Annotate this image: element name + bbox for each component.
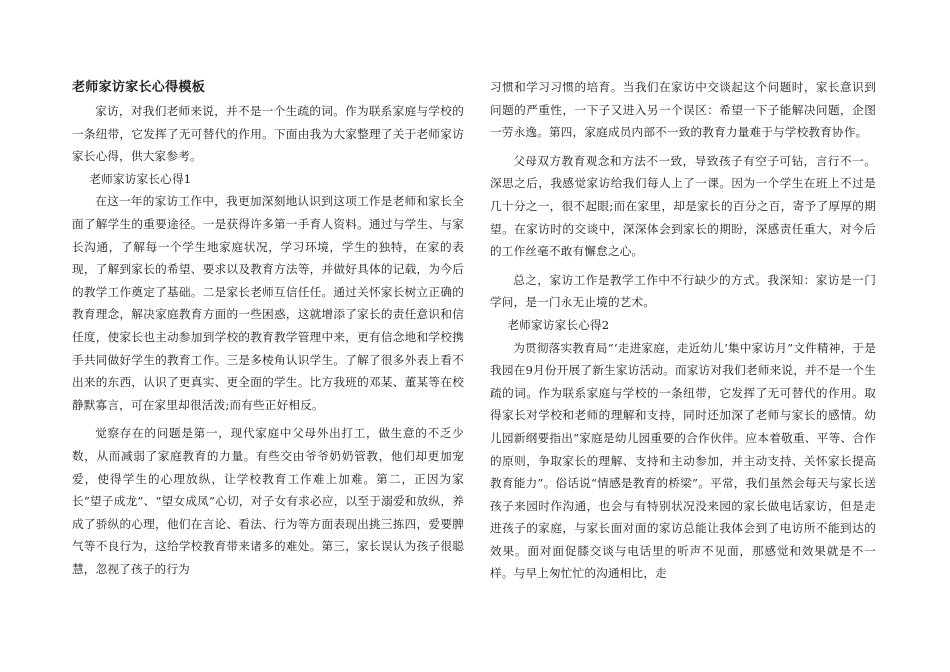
right-column <box>490 76 876 585</box>
document-title: 老师家访家长心得模板 <box>72 80 206 95</box>
intro-paragraph: 家访，对我们老师来说，并不是一个生疏的词。作为联系家庭与学校的一条纽带，它发挥了无可替代的作用。下面由我为大家整理了关于老师家访家长心得，供大家参考。 <box>72 104 464 164</box>
section-heading-2: 老师家访家长心得2 <box>507 317 610 332</box>
body-paragraph: 总之，家访工作是教学工作中不行缺少的方式。我深知：家访是一门学问，是一门永无止境的艺术。 <box>490 272 876 310</box>
body-paragraph: 觉察存在的问题是第一，现代家庭中父母外出打工，做生意的不乏少数，从而减弱了家庭教育的力量。有些交由爷爷奶奶管教，他们却更加宠爱，使得学生的心理放纵，让学校教育工作难上加难。第二，正因为家长“望子成龙”、“望女成凤”心切，对子女有求必应，以至于溺爱和放纵，养成了骄纵的心理，他们在言论、看法、行为等方面表现出挑三拣四，爱要脾气等不良行为，这给学校教育带来诸多的难处。第三，家长误认为孩子很聪慧，忽视了孩子的行为 <box>72 426 464 576</box>
body-paragraph: 为贯彻落实教育局“‘走进家庭，走近幼儿’集中家访月”文件精神，于是我园在9月份开展了新生家访活动。而家访对我们老师来说，并不是一个生疏的词。作为联系家庭与学校的一条纽带，它发挥了无可替代的作用。取得家长对学校和老师的理解和支持，同时还加深了老师与家长的感情。幼儿园新纲要指出“家庭是幼儿园重要的合作伙伴。应本着敬重、平等、合作的原则，争取家长的理解、支持和主动参加，并主动支持、关怀家长提高教育能力”。俗话说“情感是教育的桥梁”。平常，我们虽然会每天与家长送孩子来园时作沟通，也会与有特别状况没来园的家长做电话家访，但是走进孩子的家庭，与家长面对面的家访总能让我体会到了电访所不能到达的效果。面对面促膝交谈与电话里的听声不见面，那感觉和效果就是不一样。与早上匆忙忙的沟通相比，走 <box>490 340 876 581</box>
body-paragraph: 在这一年的家访工作中，我更加深刻地认识到这项工作是老师和家长全面了解学生的重要途径。一是获得许多第一手育人资料。通过与学生、与家长沟通，了解每一个学生地家庭状况，学习环境，学生的独特，在家的表现，了解到家长的希望、要求以及教育方法等，并做好具体的记载，为今后的教学工作奠定了基础。二是家长老师互信任任。通过关怀家长树立正确的教育理念，解决家庭教育方面的一些困惑，这就增添了家长的责任意识和信任度，使家长也主动参加到学校的教育教学管理中来，更有信念地和学校携手共同做好学生的教育工作。三是多棱角认识学生。了解了很多外表上看不出来的东西，认识了更真实、更全面的学生。比方我班的邓某、董某等在校静默寡言，可在家里却很活泼;而有些正好相反。 <box>72 194 464 412</box>
body-paragraph: 父母双方教育观念和方法不一致，导致孩子有空子可钻，言行不一。深思之后，我感觉家访给我们每人上了一课。因为一个学生在班上不过是几十分之一，很不起眼;而在家里，却是家长的百分之百，寄予了厚厚的期望。在家访时的交谈中，深深体会到家长的期盼，深感责任重大，对今后的工作丝毫不敢有懈怠之心。 <box>490 153 876 259</box>
body-paragraph: 习惯和学习习惯的培育。当我们在家访中交谈起这个问题时，家长意识到问题的严重性，一下子又进入另一个误区：希望一下子能解决问题，企图一劳永逸。第四，家庭成员内部不一致的教育力量难于与学校教育协作。 <box>490 80 876 140</box>
section-heading-1: 老师家访家长心得1 <box>89 171 192 186</box>
left-column <box>72 78 464 580</box>
